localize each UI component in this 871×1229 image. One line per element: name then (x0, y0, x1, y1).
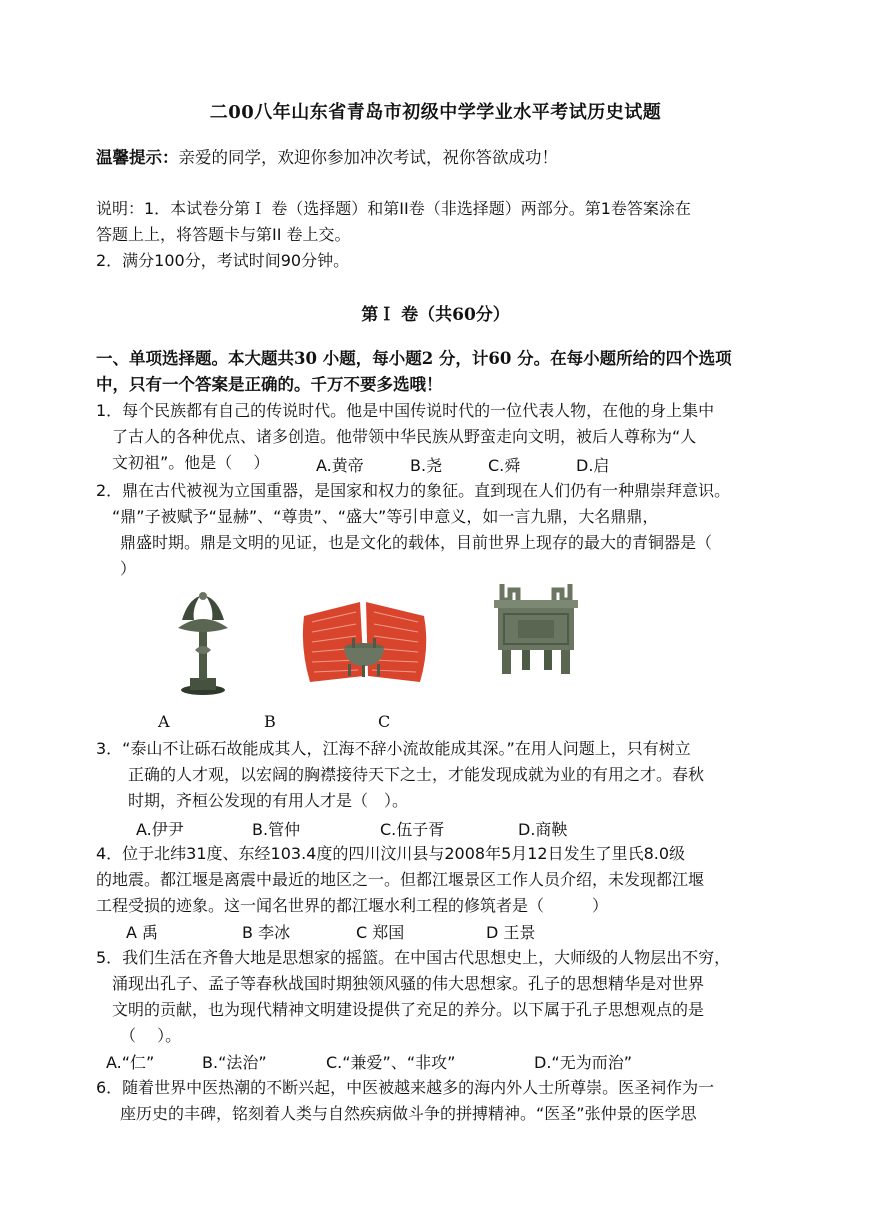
q6-line-1: 6．随着世界中医热潮的不断兴起，中医被越来越多的海内外人士所尊崇。医圣祠作为一 (96, 1078, 715, 1097)
q1-option-c: C.舜 (488, 456, 521, 475)
bronze-artifact-a-image (168, 590, 238, 696)
q3-option-c: C.伍子胥 (380, 820, 445, 839)
q4-line-1: 4．位于北纬31度、东经103.4度的四川汶川县与2008年5月12日发生了里氏8.0级 (96, 844, 686, 863)
tip-text: 亲爱的同学，欢迎你参加冲次考试，祝你答欲成功！ (178, 148, 558, 167)
q1-line-2: 了古人的各种优点、诸多创造。他带领中华民族从野蛮走向文明，被后人尊称为“人 (112, 427, 697, 446)
q4-option-c: C 郑国 (356, 923, 405, 942)
q2-line-3: 鼎盛时期。鼎是文明的见证，也是文化的载体，目前世界上现存的最大的青铜器是（ (120, 533, 713, 552)
image-label-c: C (378, 712, 391, 731)
q4-option-b: B 李冰 (242, 923, 291, 942)
q3-option-d: D.商鞅 (518, 820, 568, 839)
q3-line-3: 时期，齐桓公发现的有用人才是（ ）。 (128, 791, 409, 810)
q5-option-a: A.“仁” (106, 1053, 155, 1072)
inscription-rubbing-b-image (300, 598, 430, 684)
q2-line-2: “鼎”子被赋予“显赫”、“尊贵”、“盛大”等引申意义，如一言九鼎，大名鼎鼎， (112, 507, 659, 526)
bronze-ding-c-image (488, 582, 584, 678)
q2-line-1: 2．鼎在古代被视为立国重器，是国家和权力的象征。直到现在人们仍有一种鼎崇拜意识。 (96, 481, 731, 500)
q1-option-d: D.启 (576, 456, 610, 475)
q3-line-2: 正确的人才观，以宏阔的胸襟接待天下之士，才能发现成就为业的有用之才。春秋 (128, 765, 705, 784)
tip-line (96, 147, 558, 169)
q5-line-4: （ ）。 (120, 1026, 182, 1045)
q1-line-1: 1．每个民族都有自己的传说时代。他是中国传说时代的一位代表人物，在他的身上集中 (96, 401, 715, 420)
instruction-line-1: 说明：1．本试卷分第Ｉ 卷（选择题）和第II卷（非选择题）两部分。第1卷答案涂在 (96, 199, 691, 218)
section-heading-line-2: 中，只有一个答案是正确的。千万不要多选哦！ (96, 375, 443, 394)
q5-line-3: 文明的贡献，也为现代精神文明建设提供了充足的养分。以下属于孔子思想观点的是 (112, 1000, 705, 1019)
q5-line-2: 涌现出孔子、孟子等春秋战国时期独领风骚的伟大思想家。孔子的思想精华是对世界 (112, 974, 705, 993)
instruction-line-3: 2．满分100分，考试时间90分钟。 (96, 251, 350, 270)
q6-line-2: 座历史的丰碑，铭刻着人类与自然疾病做斗争的拼搏精神。“医圣”张仲景的医学思 (120, 1104, 697, 1123)
q3-option-b: B.管仲 (252, 820, 301, 839)
exam-title: 二00八年山东省青岛市初级中学学业水平考试历史试题 (209, 102, 662, 123)
q4-option-d: D 王景 (486, 923, 536, 942)
volume-title: 第Ｉ 卷（共60分） (361, 305, 510, 325)
image-label-b: B (264, 712, 276, 731)
image-label-a: A (158, 712, 170, 731)
q3-line-1: 3．“泰山不让砾石故能成其人，江海不辞小流故能成其深。”在用人问题上，只有树立 (96, 739, 691, 758)
q2-line-4: ） (120, 559, 137, 578)
q4-line-2: 的地震。都江堰是离震中最近的地区之一。但都江堰景区工作人员介绍，未发现都江堰 (96, 870, 705, 889)
section-heading-line-1: 一、单项选择题。本大题共30 小题，每小题2 分，计60 分。在每小题所给的四个选项 (96, 349, 732, 368)
q4-option-a: A 禹 (126, 923, 159, 942)
q5-option-c: C.“兼爱”、“非攻” (326, 1053, 456, 1072)
q1-line-3: 文初祖”。他是（ ） (112, 453, 270, 472)
q1-option-b: B.尧 (410, 456, 443, 475)
instruction-line-2: 答题上上，将答题卡与第II 卷上交。 (96, 225, 351, 244)
q1-option-a: A.黄帝 (316, 456, 364, 475)
q3-option-a: A.伊尹 (136, 820, 184, 839)
q5-option-d: D.“无为而治” (534, 1053, 632, 1072)
tip-label: 温馨提示： (96, 148, 179, 167)
q5-option-b: B.“法治” (202, 1053, 267, 1072)
q4-line-3: 工程受损的迹象。这一闻名世界的都江堰水利工程的修筑者是（ ） (96, 896, 609, 915)
q5-line-1: 5．我们生活在齐鲁大地是思想家的摇篮。在中国古代思想史上，大师级的人物层出不穷， (96, 948, 731, 967)
